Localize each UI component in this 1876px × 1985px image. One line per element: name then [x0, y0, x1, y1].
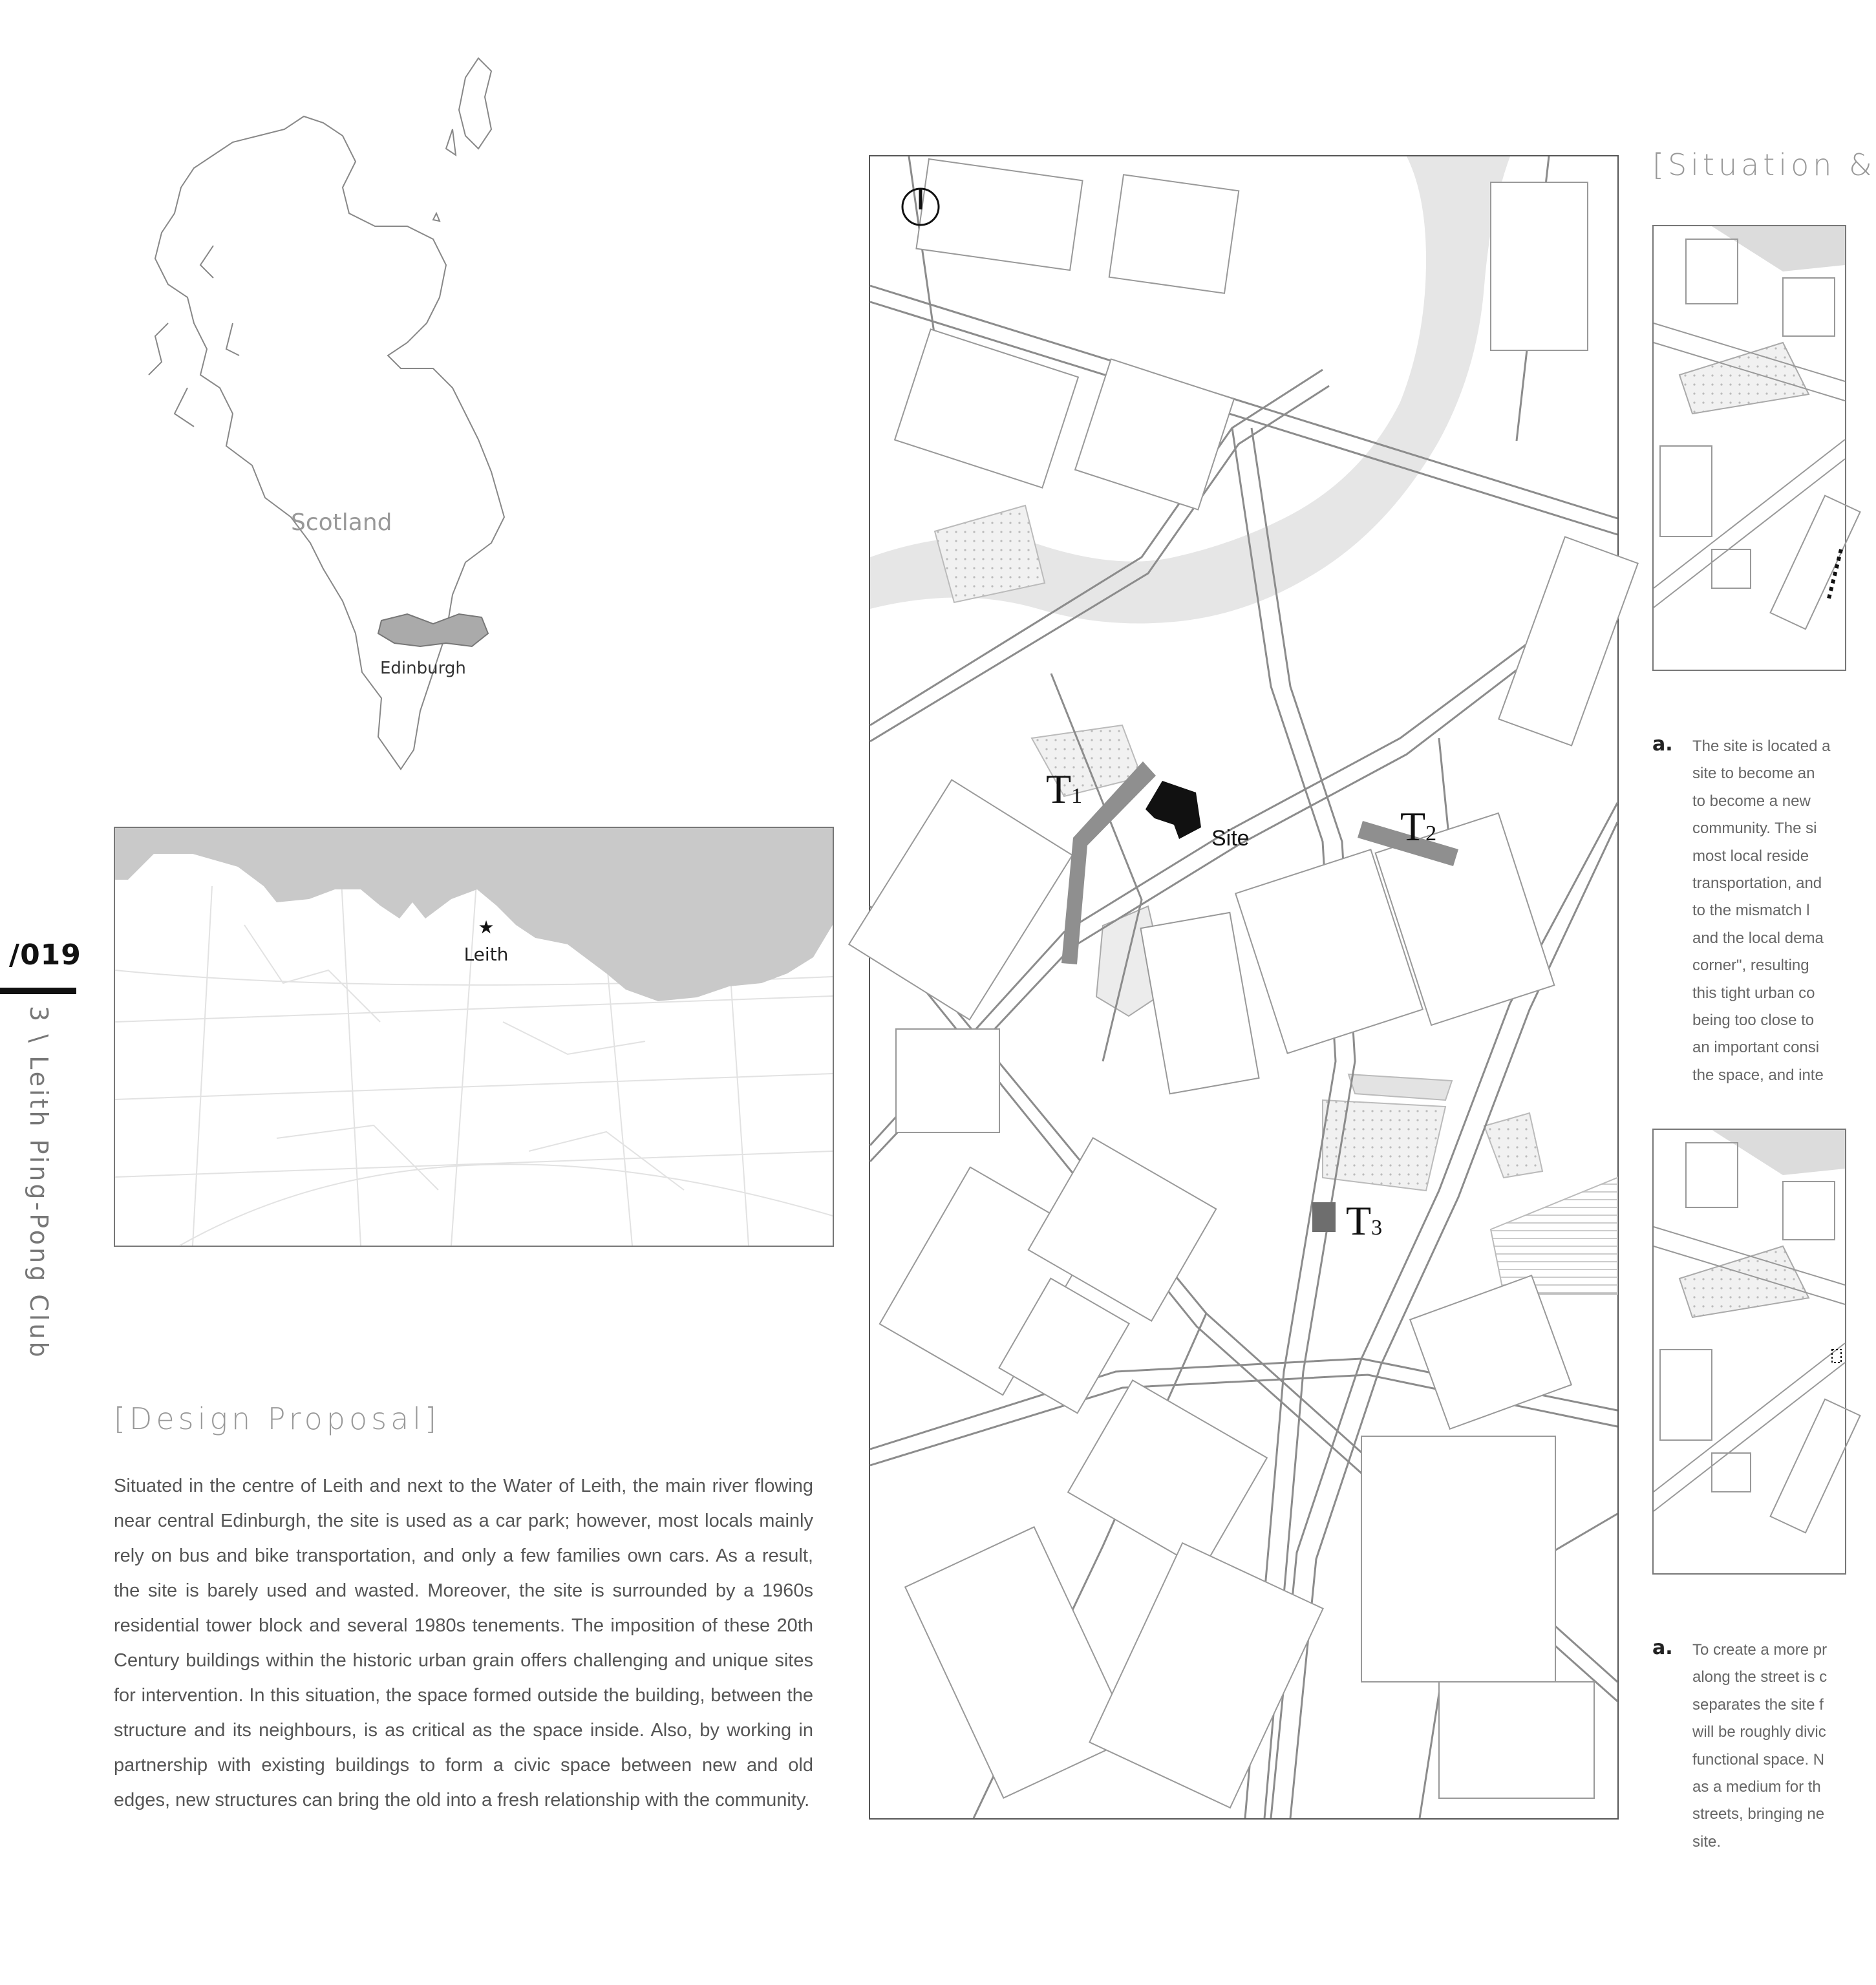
park-hatched [1491, 1178, 1617, 1294]
note-a-line: corner", resulting [1692, 957, 1809, 975]
note-a-text [1692, 733, 1848, 1089]
tenement-t1-label: T1 [1046, 766, 1083, 812]
note-b-line: as a medium for th [1692, 1778, 1821, 1796]
note-b-text [1692, 1637, 1848, 1856]
tenement-t3-block [1312, 1202, 1336, 1232]
note-a-line: and the local dema [1692, 929, 1824, 947]
note-a-line: the space, and inte [1692, 1066, 1824, 1084]
situation-map-2 [1652, 1129, 1846, 1575]
note-a-line: this tight urban co [1692, 984, 1815, 1002]
edinburgh-area [378, 614, 488, 646]
situation-map-1 [1652, 225, 1846, 671]
note-a-line: transportation, and [1692, 875, 1822, 893]
leith-label: Leith [464, 944, 509, 965]
design-proposal-body: Situated in the centre of Leith and next to the Water of Leith, the main river flowing near central Edinburgh, the site is used as a car park; however, most locals mainly rely on bus and bike transportation, and only a few families own cars. As a result, the site is barely used and wasted. Moreover, the site is surrounded by a 1960s residential tower block and several 1980s tenements. The imposition of these 20th Century buildings within the historic urban grain offers challenging and unique sites for intervention. In this situation, the space formed outside the building, between the structure and its neighbours, is as critical as the space inside. Also, by working in partnership with existing buildings to form a civic space between new and old edges, new structures can bring the old into a fresh relationship with the community. [114, 1476, 813, 1810]
page-number: /019 [9, 939, 81, 971]
note-b-line: To create a more pr [1692, 1641, 1828, 1659]
park-dotted [1484, 1113, 1542, 1178]
scotland-map [129, 52, 530, 782]
note-a-line: being too close to [1692, 1012, 1815, 1030]
note-b-line: along the street is c [1692, 1668, 1828, 1686]
note-a-line: The site is located a [1692, 738, 1831, 755]
green-space [1348, 1074, 1452, 1100]
situation-heading: [Situation & [1652, 147, 1876, 182]
note-a-line: site to become an [1692, 765, 1815, 783]
note-a-line: to the mismatch l [1692, 902, 1810, 920]
note-b-line: functional space. N [1692, 1750, 1825, 1768]
note-b-line: site. [1692, 1832, 1721, 1851]
note-a-line: an important consi [1692, 1039, 1820, 1057]
note-a-line: most local reside [1692, 847, 1809, 865]
edinburgh-label: Edinburgh [380, 659, 466, 678]
site-context-map [869, 155, 1619, 1820]
site-block [1146, 781, 1201, 839]
note-a-line: community. The si [1692, 820, 1817, 838]
note-a-marker: a. [1652, 733, 1673, 756]
page-number-rule [0, 988, 76, 994]
note-b-marker: a. [1652, 1637, 1673, 1659]
note-b-line: separates the site f [1692, 1695, 1824, 1714]
section-title: 3 \ Leith Ping-Pong Club [25, 1006, 53, 1360]
note-a-line: to become a new [1692, 792, 1811, 810]
edinburgh-region-map [114, 827, 834, 1247]
tenement-t3-label: T3 [1346, 1198, 1383, 1244]
scotland-label: Scotland [291, 509, 392, 536]
tenement-t2-label: T2 [1400, 803, 1437, 849]
site-label: Site [1211, 826, 1250, 851]
leith-star-icon: ★ [478, 917, 495, 937]
note-b-line: streets, bringing ne [1692, 1805, 1825, 1823]
design-proposal-heading: [Design Proposal] [114, 1401, 440, 1436]
note-b-line: will be roughly divic [1692, 1723, 1826, 1741]
